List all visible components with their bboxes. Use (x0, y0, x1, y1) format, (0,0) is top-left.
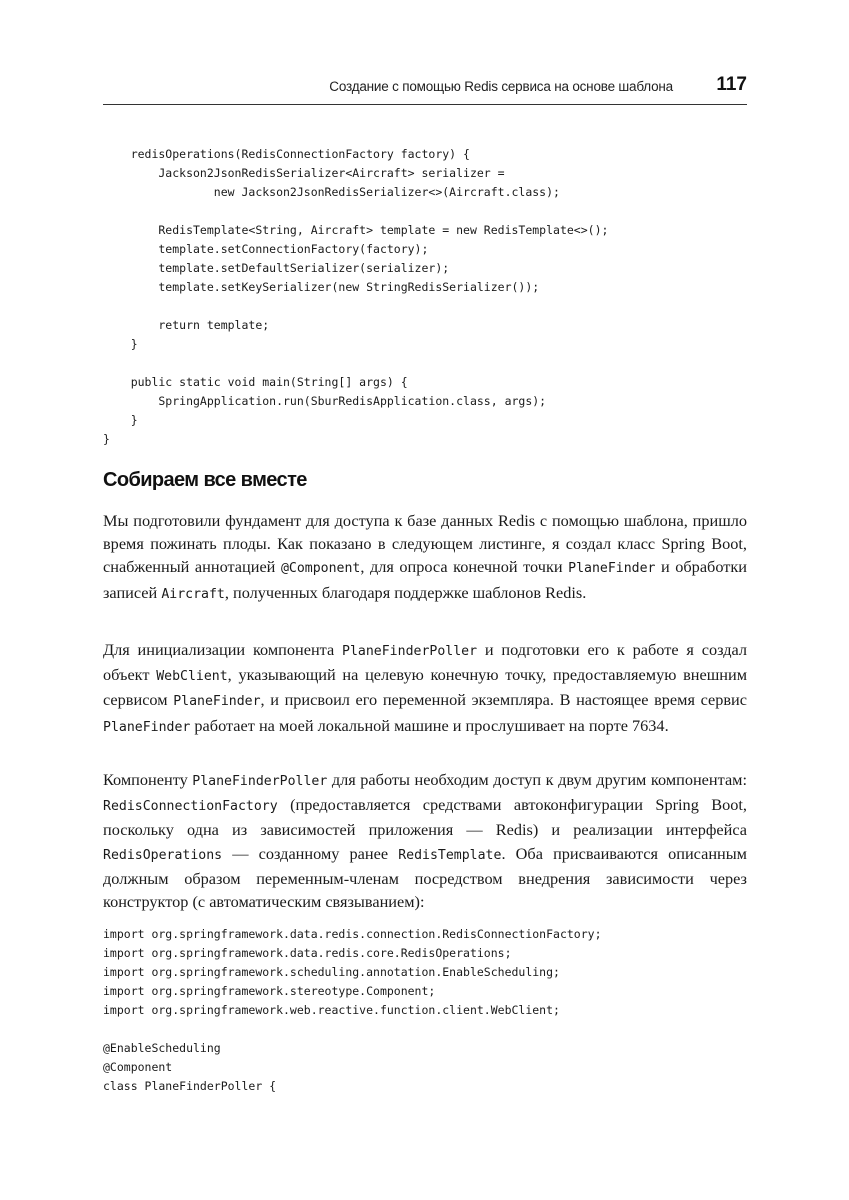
paragraph-2: Для инициализации компонента PlaneFinderPoller и подготовки его к работе я создал объект WebClient, указывающий на целевую конечную точку, предоставляемую внешним сервисом PlaneFinder, и присвоил его переменной экземпляра. В настоящее время сервис PlaneFinder работает на моей локальной машине и прослушивает на порте 7634. (103, 640, 747, 735)
inline-code: PlaneFinder (568, 561, 656, 577)
inline-code: RedisOperations (103, 847, 223, 863)
paragraph-1: Мы подготовили фундамент для доступа к базе данных Redis с помощью шаблона, пришло время пожинать плоды. Как показано в следующем листинге, я создал класс Spring Boot, снабженный аннотацией @Component, для опроса конечной точки PlaneFinder и обработки записей Aircraft, полученных благодаря поддержке шаблонов Redis. (103, 511, 747, 602)
section-heading: Собираем все вместе (103, 469, 307, 491)
inline-code: Aircraft (161, 586, 225, 602)
running-header (103, 74, 747, 105)
inline-code: PlaneFinder (173, 694, 261, 710)
inline-code: PlaneFinder (103, 719, 191, 735)
inline-code: @Component (280, 561, 361, 577)
code-listing-top: redisOperations(RedisConnectionFactory factory) { Jackson2JsonRedisSerializer<Aircraft> serializer = new Jackson2JsonRedisSerializer<>(Aircraft.class); RedisTemplate<String, Aircraft> template = new RedisTemplate<>(); template.setConnectionFactory(factory); template.setDefaultSerializer(serializer); template.setKeySerializer(new StringRedisSerializer()); return template; } public static void main(String[] args) { SpringApplication.run(SburRedisApplication.class, args); } } (103, 147, 609, 446)
code-listing-bottom: import org.springframework.data.redis.connection.RedisConnectionFactory; import org.springframework.data.redis.core.RedisOperations; import org.springframework.scheduling.annotation.EnableScheduling; import org.springframework.stereotype.Component; import org.springframework.web.reactive.function.client.WebClient; @EnableScheduling @Component class PlaneFinderPoller { (103, 927, 602, 1093)
chapter-title: Создание с помощью Redis сервиса на основе шаблона (329, 79, 673, 94)
paragraph-3: Компоненту PlaneFinderPoller для работы необходим доступ к двум другим компонентам: RedisConnectionFactory (предоставляется средствами автоконфигурации Spring Boot, поскольку одна из зависимостей приложения — Redis) и реализации интерфейса RedisOperations — созданному ранее RedisTemplate. Оба присваиваются описанным должным образом переменным-членам посредством внедрения зависимости через конструктор (с автоматическим связыванием): (103, 770, 747, 912)
inline-code: RedisConnectionFactory (103, 799, 278, 815)
inline-code: PlaneFinderPoller (192, 774, 328, 789)
page-number: 117 (716, 74, 747, 95)
inline-code: WebClient (156, 669, 228, 685)
inline-code: PlaneFinderPoller (342, 644, 478, 659)
inline-code: RedisTemplate (398, 847, 502, 863)
